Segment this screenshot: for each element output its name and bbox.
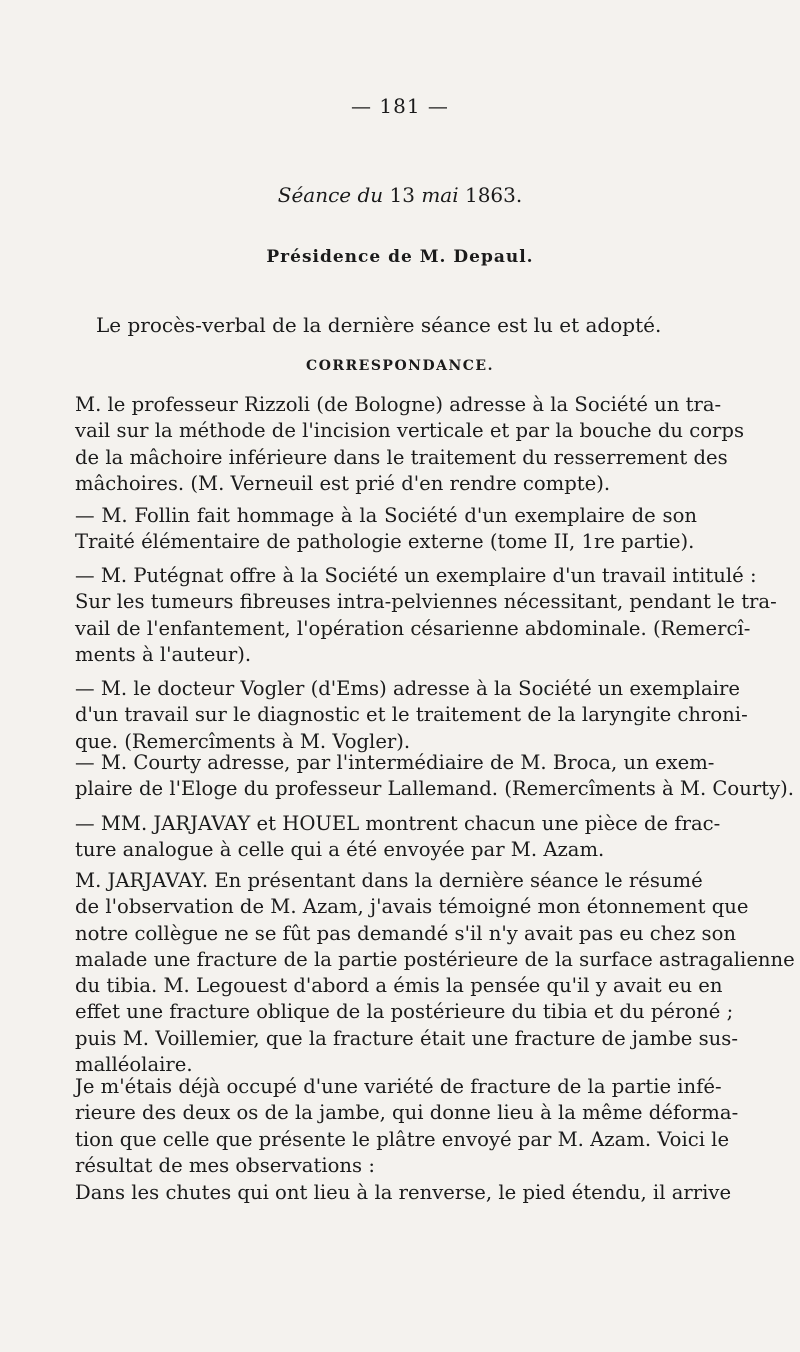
- text-line: de l'observation de M. Azam, j'avais témoigné mon étonnement que: [75, 895, 749, 919]
- session-month: mai: [414, 183, 465, 207]
- text-line: — M. Putégnat offre à la Société un exemplaire d'un travail intitulé :: [75, 564, 757, 587]
- text-line: — M. Follin fait hommage à la Société d'un exemplaire de son: [75, 504, 697, 527]
- text-line: rieure des deux os de la jambe, qui donne lieu à la même déforma-: [75, 1101, 739, 1125]
- session-day: 13: [389, 183, 415, 207]
- text-line: plaire de l'Eloge du professeur Lallemand. (Remercîments à M. Courty).: [75, 777, 795, 801]
- text-line: Dans les chutes qui ont lieu à la renverse, le pied étendu, il arrive: [75, 1181, 732, 1204]
- paragraph: [75, 811, 721, 864]
- text-line: malade une fracture de la partie postérieure de la surface astragalienne: [75, 947, 795, 971]
- paragraph: [75, 563, 777, 668]
- session-title: [0, 183, 800, 207]
- page-number: — 181 —: [351, 94, 449, 118]
- text-line: M. JARJAVAY. En présentant dans la dernière séance le résumé: [75, 869, 703, 892]
- paragraph: [75, 392, 745, 497]
- paragraph: [75, 1074, 739, 1179]
- text-line: ments à l'auteur).: [75, 642, 252, 666]
- correspondence-heading: CORRESPONDANCE.: [306, 358, 494, 374]
- session-prefix: Séance du: [277, 183, 390, 207]
- text-line: — MM. JARJAVAY et HOUEL montrent chacun une pièce de frac-: [75, 812, 721, 835]
- text-line: résultat de mes observations :: [75, 1153, 375, 1177]
- text-line: ture analogue à celle qui a été envoyée par M. Azam.: [75, 838, 605, 862]
- text-line: tion que celle que présente le plâtre envoyé par M. Azam. Voici le: [75, 1127, 730, 1151]
- paragraph: [75, 1180, 732, 1206]
- text-line: — M. le docteur Vogler (d'Ems) adresse à la Société un exemplaire: [75, 677, 740, 700]
- text-line: malléolaire.: [75, 1053, 193, 1077]
- text-line: vail sur la méthode de l'incision verticale et par la bouche du corps: [75, 419, 745, 443]
- text-line: du tibia. M. Legouest d'abord a émis la pensée qu'il y avait eu en: [75, 974, 723, 998]
- text-line: M. le professeur Rizzoli (de Bologne) adresse à la Société un tra-: [75, 393, 722, 416]
- text-line: puis M. Voillemier, que la fracture était une fracture de jambe sus-: [75, 1026, 738, 1050]
- text-line: notre collègue ne se fût pas demandé s'il n'y avait pas eu chez son: [75, 921, 737, 945]
- text-line: Traité élémentaire de pathologie externe (tome II, 1re partie).: [75, 530, 695, 554]
- presidency-line: Présidence de M. Depaul.: [266, 247, 534, 267]
- paragraph: [75, 750, 795, 803]
- paragraph: [75, 676, 748, 755]
- minutes-statement: Le procès-verbal de la dernière séance est lu et adopté.: [96, 313, 662, 337]
- text-line: effet une fracture oblique de la postérieure du tibia et du péroné ;: [75, 1000, 734, 1024]
- text-line: vail de l'enfantement, l'opération césarienne abdominale. (Remercî-: [75, 616, 751, 640]
- paragraph: [75, 868, 795, 1078]
- text-line: — M. Courty adresse, par l'intermédiaire de M. Broca, un exem-: [75, 751, 715, 774]
- paragraph: [75, 503, 697, 556]
- text-line: d'un travail sur le diagnostic et le traitement de la laryngite chroni-: [75, 703, 748, 727]
- text-line: Je m'étais déjà occupé d'une variété de fracture de la partie infé-: [75, 1075, 722, 1098]
- text-line: que. (Remercîments à M. Vogler).: [75, 729, 411, 753]
- session-year: 1863.: [464, 183, 523, 207]
- text-line: Sur les tumeurs fibreuses intra-pelviennes nécessitant, pendant le tra-: [75, 590, 777, 614]
- text-line: de la mâchoire inférieure dans le traitement du resserrement des: [75, 445, 728, 469]
- text-line: mâchoires. (M. Verneuil est prié d'en rendre compte).: [75, 471, 611, 495]
